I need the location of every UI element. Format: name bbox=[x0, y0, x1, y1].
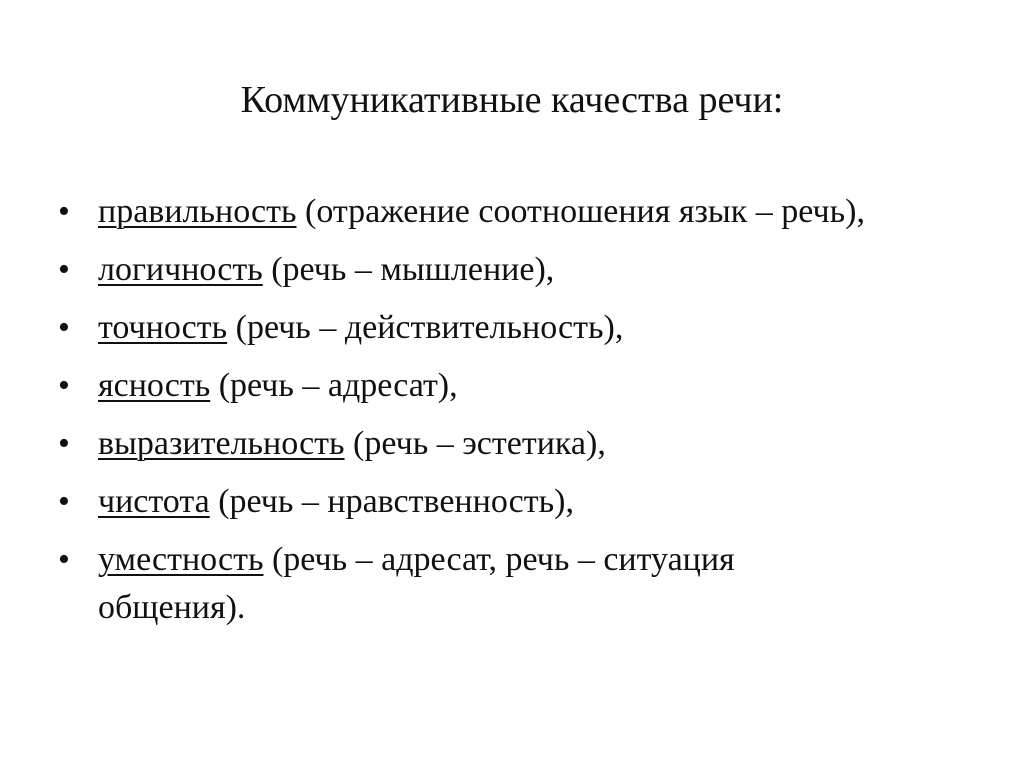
term-vyrazitelnost: выразительность bbox=[98, 425, 345, 462]
term-logichnost: логичность bbox=[98, 251, 263, 288]
desc-pravilnost: (отражение соотношения язык – речь), bbox=[296, 193, 865, 230]
term-chistota: чистота bbox=[98, 483, 210, 520]
list-item-umestnost bbox=[58, 536, 878, 632]
qualities-list bbox=[58, 188, 878, 642]
slide-title: Коммуникативные качества речи: bbox=[240, 79, 784, 121]
bullet-icon: • bbox=[58, 309, 70, 346]
desc-umestnost: (речь – адресат, речь – ситуация общения). bbox=[98, 541, 735, 626]
list-item-pravilnost bbox=[58, 188, 878, 236]
list-item-tochnost bbox=[58, 304, 878, 352]
list-item-logichnost bbox=[58, 246, 878, 294]
bullet-icon: • bbox=[58, 367, 70, 404]
list-item-chistota bbox=[58, 478, 878, 526]
desc-yasnost: (речь – адресат), bbox=[210, 367, 458, 404]
bullet-icon: • bbox=[58, 193, 70, 230]
list-item-vyrazitelnost bbox=[58, 420, 878, 468]
desc-logichnost: (речь – мышление), bbox=[262, 251, 555, 288]
list-item-yasnost bbox=[58, 362, 878, 410]
bullet-icon: • bbox=[58, 541, 70, 578]
bullet-icon: • bbox=[58, 251, 70, 288]
term-pravilnost: правильность bbox=[98, 193, 297, 230]
desc-tochnost: (речь – действительность), bbox=[227, 309, 624, 346]
desc-chistota: (речь – нравственность), bbox=[209, 483, 574, 520]
desc-vyrazitelnost: (речь – эстетика), bbox=[344, 425, 606, 462]
bullet-icon: • bbox=[58, 483, 70, 520]
bullet-icon: • bbox=[58, 425, 70, 462]
term-umestnost: уместность bbox=[98, 541, 264, 578]
term-yasnost: ясность bbox=[98, 367, 211, 404]
term-tochnost: точность bbox=[98, 309, 228, 346]
